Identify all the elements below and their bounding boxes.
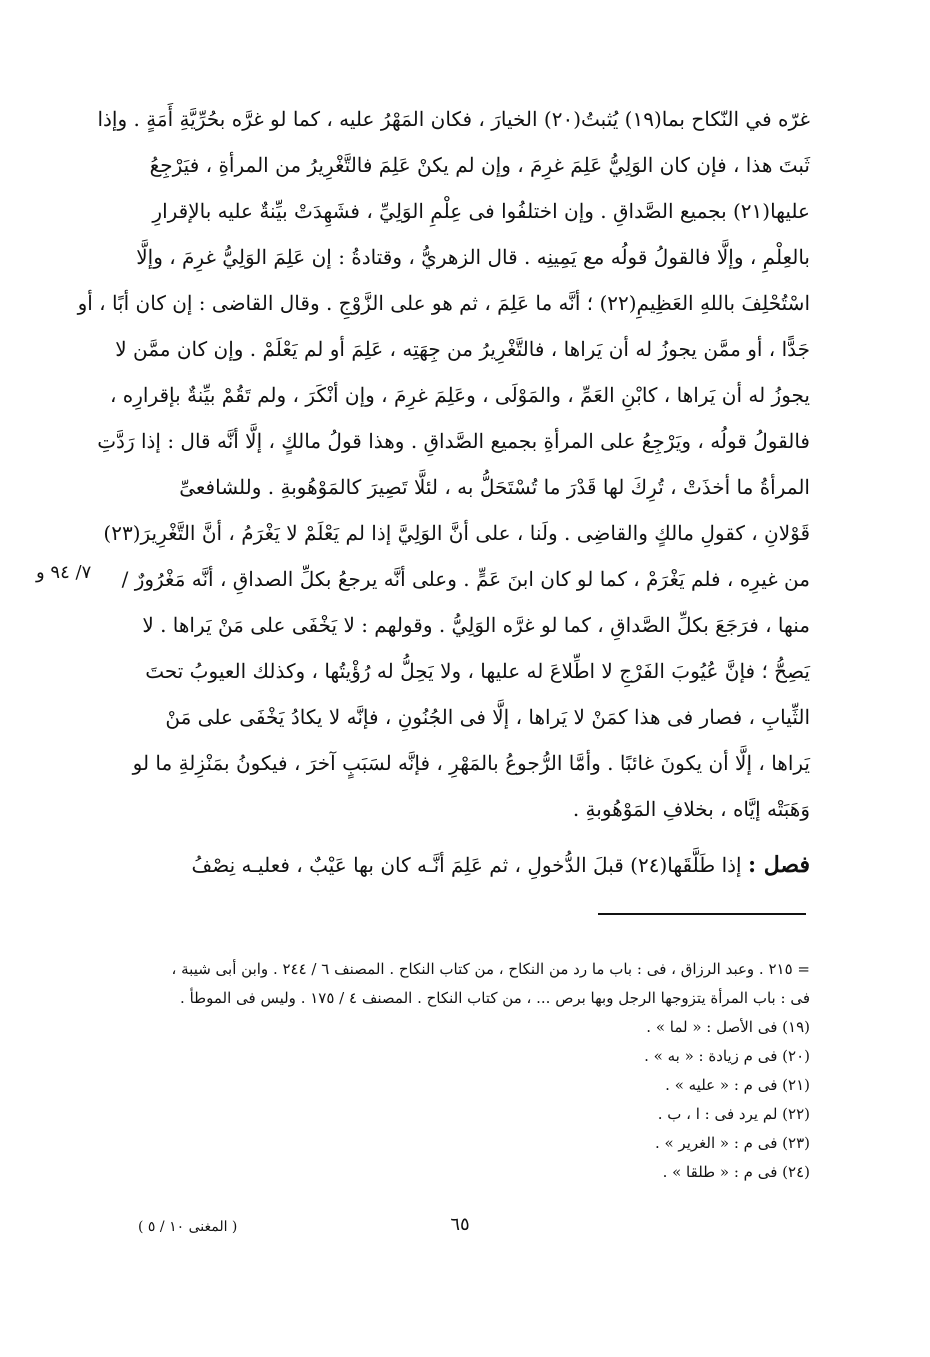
text-line-14: الثِّيابِ ، فصار فى هذا كمَنْ لا يَراها ، إلَّا فى الجُنُونِ ، فإنَّه لا يكادُ يَخْفَى على مَنْ [165, 705, 810, 729]
main-text [77, 96, 810, 888]
footnotes [140, 955, 810, 1187]
text-line-1: غرّه في النّكاح بما(١٩) يُثبتُ(٢٠) الخيارَ ، فكان المَهْرُ عليه ، كما لو غرَّه بحُرِّيَّةِ أَمَةٍ . وإذا [97, 107, 810, 131]
section-label: فصل : [747, 852, 810, 878]
text-line-10: قَوْلانِ ، كقولِ مالكٍ والقاضِى . ولَنا ، على أنَّ الوَلِيَّ إذا لم يَعْلَمْ لا يَغْرَمُ ، أنَّ التَّغْرِيرَ(٢٣) [103, 521, 810, 545]
text-line-2: ثَبتَ هذا ، فإن كان الوَلِيُّ عَلِمَ غرِمَ ، وإن لم يكنْ عَلِمَ فالتَّغْرِيرُ من المرأةِ ، فيَرْجِعُ [149, 153, 810, 177]
section-text: إذا طَلَّقَها(٢٤) قبلَ الدُّخولِ ، ثم عَلِمَ أنَّـه كان بها عَيْبٌ ، فعليـه نِصْفُ [191, 853, 748, 877]
text-line-6: جَدًّا ، أو ممَّن يجوزُ له أن يَراها ، فالتَّغْرِيرُ من جِهَتِه ، عَلِمَ أو لم يَعْلَمْ . وإن كان ممَّن لا [115, 337, 810, 361]
volume-signature: ( المغنى ١٠ / ٥ ) [138, 1219, 238, 1235]
text-line-3: عليها(٢١) بجميع الصَّداقِ . وإن اختلفُوا فى عِلْمِ الوَلِيِّ ، فشَهِدَتْ بيِّنةٌ عليه بالإقرارِ [152, 199, 810, 223]
section-line [128, 842, 810, 888]
footnote-19: (١٩) فى الأصل : « لما » . [646, 1018, 810, 1036]
footnote-line-1: = ٢١٥ . وعبد الرزاق ، فى : باب ما رد من النكاح ، من كتاب النكاح . المصنف ٦ / ٢٤٤ . وابن أبى شيبة ، [171, 960, 810, 978]
text-line-15: يَراها ، إلَّا أن يكونَ غائبًا . وأمَّا الرُّجوعُ بالمَهْرِ ، فإنَّه لسَبَبٍ آخرَ ، فيكونُ بمَنْزِلةِ ما لو [132, 751, 810, 775]
page-number: ٦٥ [450, 1214, 470, 1235]
footnote-divider [598, 913, 806, 915]
footnote-21: (٢١) فى م : « عليه » . [665, 1076, 810, 1094]
text-line-8: فالقولُ قولُه ، ويَرْجِعُ على المرأةِ بجميع الصَّداقِ . وهذا قولُ مالكٍ ، إلَّا أنَّه قال : إذا رَدَّتِ [97, 429, 810, 453]
text-line-12: منها ، فرَجَعَ بكلِّ الصَّداقِ ، كما لو غرَّه الوَلِيُّ . وقولهم : لا يَخْفَى على مَنْ يَراها . لا [142, 613, 810, 637]
footnote-23: (٢٣) فى م : « الغرير » . [654, 1134, 810, 1152]
text-line-9: المرأةُ ما أخذَتْ ، تُرِكَ لها قَدْرَ ما تُسْتَحَلُّ به ، لئلَّا تَصِيرَ كالمَوْهُوبةِ . وللشافعىِّ [179, 475, 810, 499]
footnote-line-2: فى : باب المرأة يتزوجها الرجل وبها برص ... ، من كتاب النكاح . المصنف ٤ / ١٧٥ . وليس فى الموطأ . [180, 989, 810, 1007]
footnote-20: (٢٠) فى م زيادة : « به » . [644, 1047, 810, 1065]
text-line-13: يَصِحُّ ؛ فإنَّ عُيُوبَ الفَرْجِ لا اطِّلاعَ له عليها ، ولا يَحِلُّ له رُؤْيتُها ، وكذلك العيوبُ تحتَ [145, 659, 810, 683]
text-line-5: اسْتُحْلِفَ باللهِ العَظِيمِ(٢٢) ؛ أنَّه ما عَلِمَ ، ثم هو على الزَّوْجِ . وقال القاضى : إن كان أبًا ، أو [77, 291, 810, 315]
text-line-11: من غيرِه ، فلم يَغْرَمْ ، كما لو كان ابنَ عَمٍّ . وعلى أنَّه يرجعُ بكلِّ الصداقِ ، أنَّه مَغْرُورٌ / [121, 567, 810, 591]
text-line-4: بالعِلْمِ ، وإلَّا فالقولُ قولُه مع يَمِينِه . قال الزهريُّ ، وقتادةُ : إن عَلِمَ الوَلِيُّ غرِمَ ، وإلَّا [136, 245, 810, 269]
footnote-22: (٢٢) لم يرد فى : ا ، ب . [657, 1105, 810, 1123]
footnote-24: (٢٤) فى م : « طلقا » . [662, 1163, 810, 1181]
text-line-16: وَهَبَتْه إيَّاه ، بخلافِ المَوْهُوبةِ . [572, 797, 810, 821]
margin-manuscript-reference: ٧/ ٩٤ و [36, 562, 92, 583]
text-line-7: يجوزُ له أن يَراها ، كابْنِ العَمِّ ، والمَوْلَى ، وعَلِمَ غرِمَ ، وإن أنْكَرَ ، ولم تَقُمْ بيِّنةٌ بإقرارِه ، [109, 383, 810, 407]
